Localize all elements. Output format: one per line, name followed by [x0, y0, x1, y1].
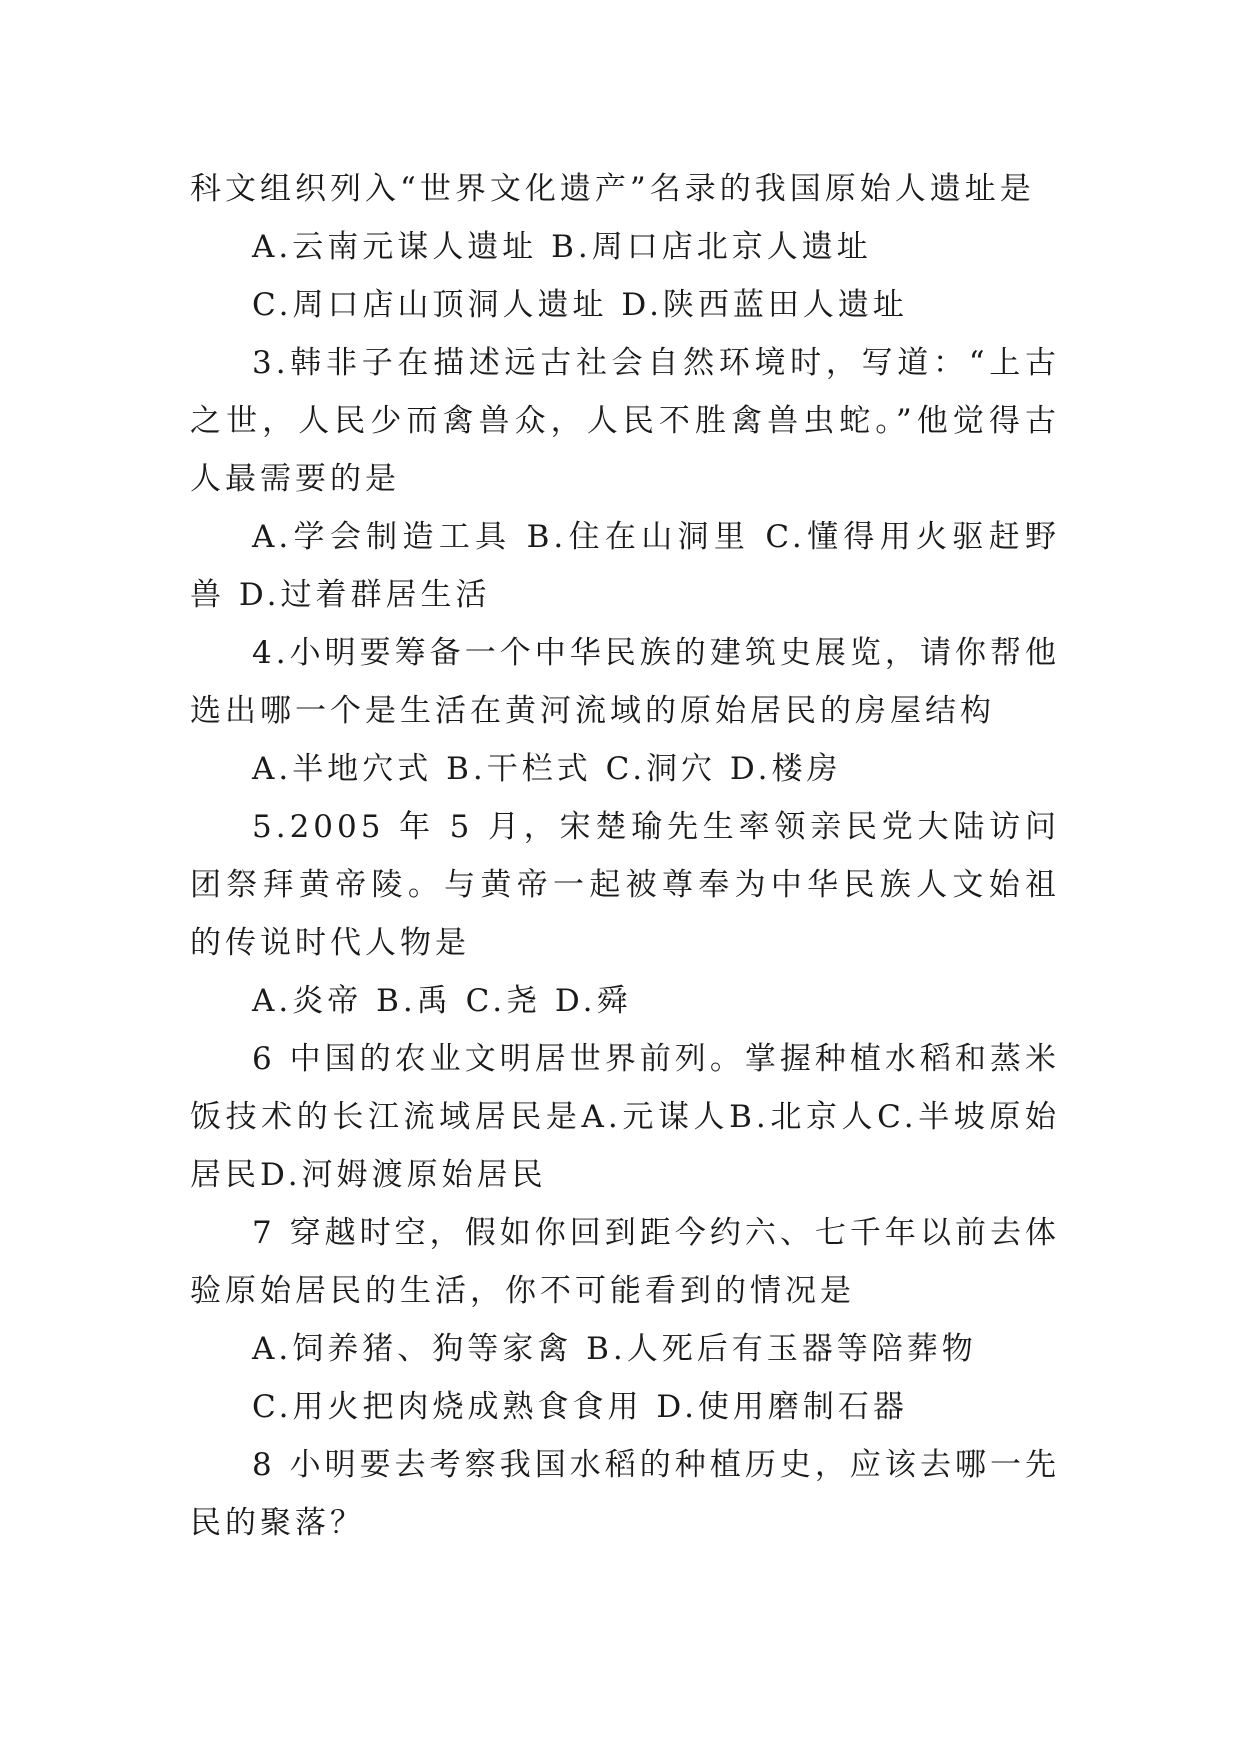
question-6: 6 中国的农业文明居世界前列。掌握种植水稻和蒸米饭技术的长江流域居民是A.元谋人B.北京人C.半坡原始居民D.河姆渡原始居民: [190, 1041, 1060, 1193]
question-8-stem: 8 小明要去考察我国水稻的种植历史，应该去哪一先民的聚落？: [190, 1447, 1060, 1541]
question-3-options: A.学会制造工具 B.住在山洞里 C.懂得用火驱赶野兽 D.过着群居生活: [190, 519, 1060, 613]
question-5-stem: 5.2005 年 5 月，宋楚瑜先生率领亲民党大陆访问团祭拜黄帝陵。与黄帝一起被尊奉为中华民族人文始祖的传说时代人物是: [190, 809, 1060, 961]
question-2-options-cd: C.周口店山顶洞人遗址 D.陕西蓝田人遗址: [252, 287, 908, 323]
question-3-stem: 3.韩非子在描述远古社会自然环境时，写道：“上古之世，人民少而禽兽众，人民不胜禽兽虫蛇。”他觉得古人最需要的是: [190, 345, 1060, 497]
question-7-stem: 7 穿越时空，假如你回到距今约六、七千年以前去体验原始居民的生活，你不可能看到的情况是: [190, 1215, 1060, 1309]
question-2-options-ab: A.云南元谋人遗址 B.周口店北京人遗址: [252, 229, 872, 265]
question-7-options-cd: C.用火把肉烧成熟食食用 D.使用磨制石器: [252, 1389, 908, 1425]
question-7-options-ab: A.饲养猪、狗等家禽 B.人死后有玉器等陪葬物: [252, 1331, 977, 1367]
document-body: [190, 160, 1060, 1552]
question-4-options: A.半地穴式 B.干栏式 C.洞穴 D.楼房: [252, 751, 842, 787]
question-4-stem: 4.小明要筹备一个中华民族的建筑史展览，请你帮他选出哪一个是生活在黄河流域的原始居民的房屋结构: [190, 635, 1060, 729]
paragraph-continuation: 科文组织列入“世界文化遗产”名录的我国原始人遗址是: [190, 171, 1035, 207]
question-5-options: A.炎帝 B.禹 C.尧 D.舜: [252, 983, 632, 1019]
